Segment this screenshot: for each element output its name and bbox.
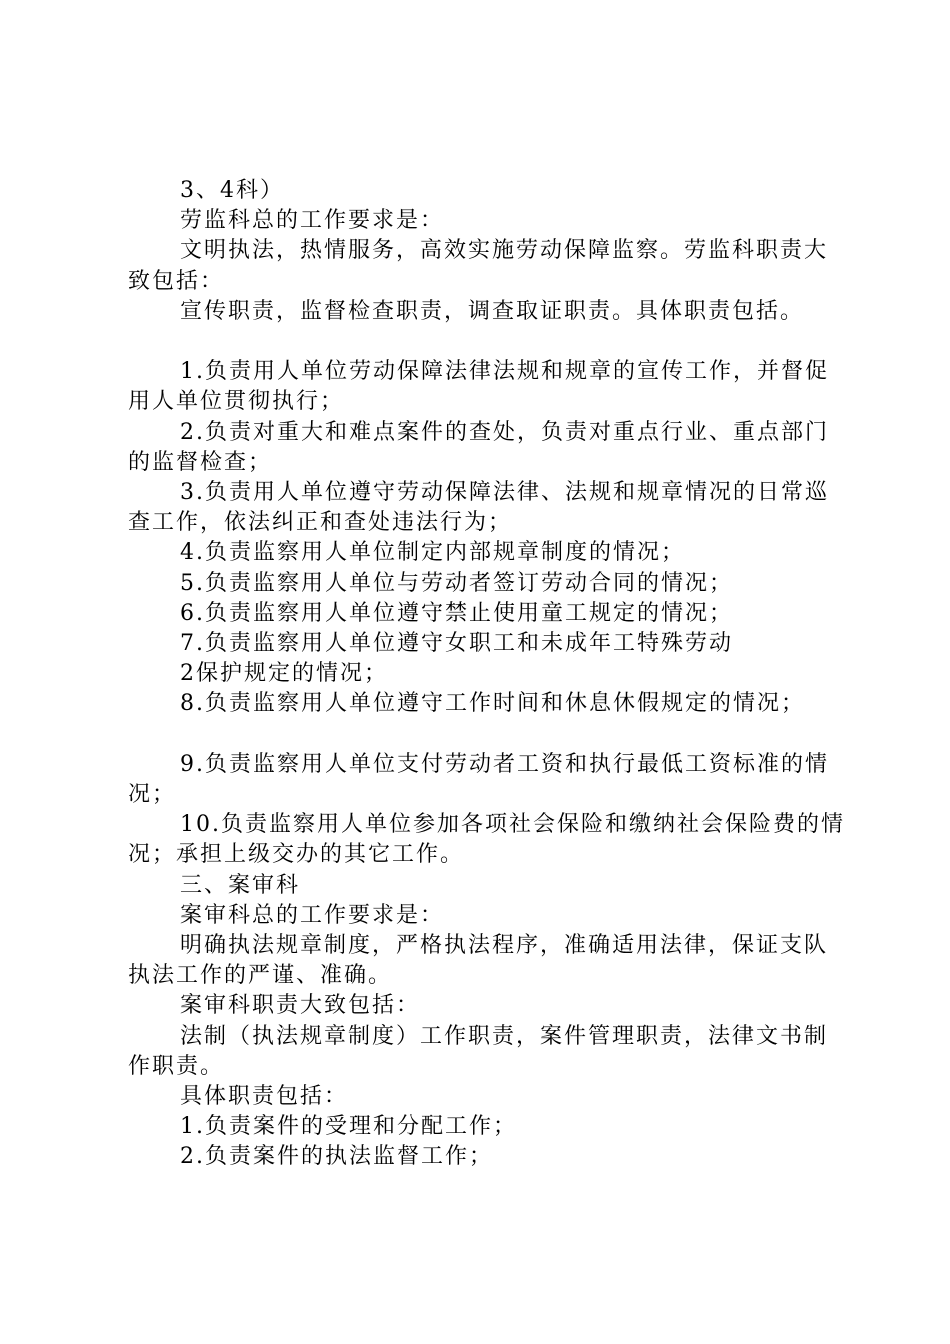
paragraph-4: 宣传职责，监督检查职责，调查取证职责。具体职责包括。 xyxy=(180,298,805,324)
paragraph-7: 2.负责对重大和难点案件的查处，负责对重点行业、重点部门的监督检查； xyxy=(128,419,829,475)
paragraph-11: 6.负责监察用人单位遵守禁止使用童工规定的情况； xyxy=(180,600,733,626)
paragraph-12: 7.负责监察用人单位遵守女职工和未成年工特殊劳动 xyxy=(180,631,733,657)
paragraph-9: 4.负责监察用人单位制定内部规章制度的情况； xyxy=(180,540,685,566)
paragraph-19: 案审科总的工作要求是： xyxy=(180,902,445,928)
paragraph-2: 劳监科总的工作要求是： xyxy=(180,208,445,234)
blank-line xyxy=(128,327,848,357)
document-body xyxy=(128,176,848,1173)
paragraph-3: 文明执法，热情服务，高效实施劳动保障监察。劳监科职责大致包括： xyxy=(128,238,829,294)
paragraph-20: 明确执法规章制度，严格执法程序，准确适用法律，保证支队执法工作的严谨、准确。 xyxy=(128,933,829,989)
section-heading-case-review: 三、案审科 xyxy=(180,872,301,898)
paragraph-17: 10.负责监察用人单位参加各项社会保险和缴纳社会保险费的情况；承担上级交办的其它工作。 xyxy=(128,812,845,868)
paragraph-23: 具体职责包括： xyxy=(180,1084,349,1110)
paragraph-1: 3、4科） xyxy=(180,178,284,203)
paragraph-13: 2保护规定的情况； xyxy=(180,661,388,687)
paragraph-6: 1.负责用人单位劳动保障法律法规和规章的宣传工作，并督促用人单位贯彻执行； xyxy=(128,359,829,415)
paragraph-25: 2.负责案件的执法监督工作； xyxy=(180,1144,493,1170)
paragraph-16: 9.负责监察用人单位支付劳动者工资和执行最低工资标准的情况； xyxy=(128,751,829,808)
blank-line xyxy=(128,720,848,750)
paragraph-21: 案审科职责大致包括： xyxy=(180,993,421,1019)
paragraph-24: 1.负责案件的受理和分配工作； xyxy=(180,1114,517,1140)
paragraph-8: 3.负责用人单位遵守劳动保障法律、法规和规章情况的日常巡查工作，依法纠正和查处违法行为； xyxy=(128,480,829,536)
paragraph-22: 法制（执法规章制度）工作职责，案件管理职责，法律文书制作职责。 xyxy=(128,1023,829,1079)
paragraph-14: 8.负责监察用人单位遵守工作时间和休息休假规定的情况； xyxy=(180,691,805,717)
paragraph-10: 5.负责监察用人单位与劳动者签订劳动合同的情况； xyxy=(180,570,733,596)
